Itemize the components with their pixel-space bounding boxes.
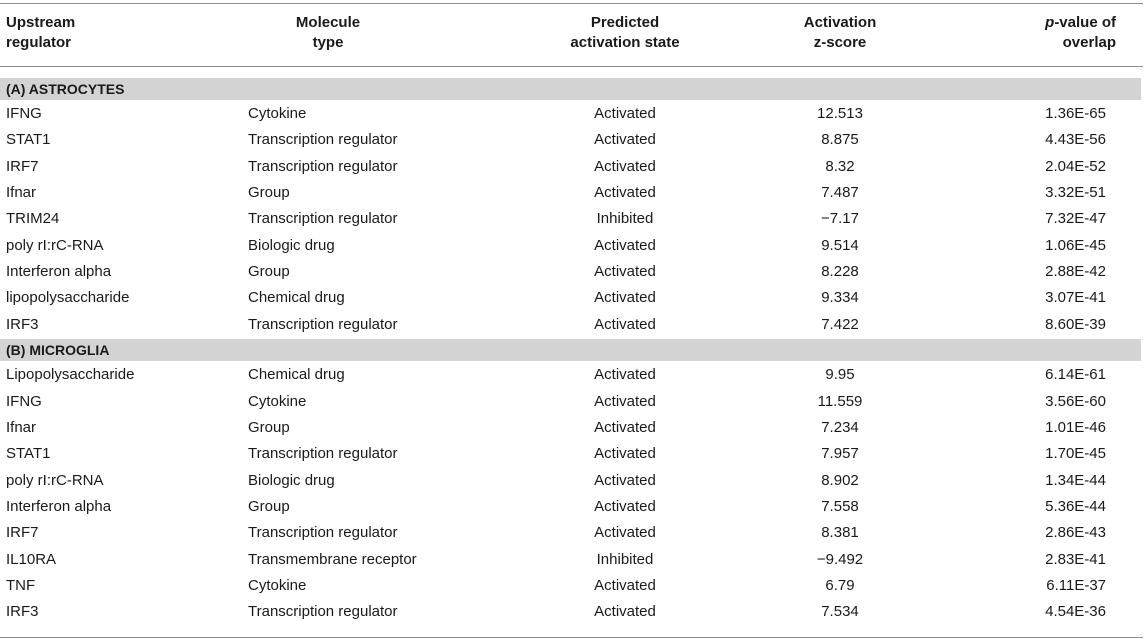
table-row: [0, 494, 1145, 520]
cell-p-value: 4.43E-56: [1045, 131, 1106, 149]
cell-molecule-type: Transcription regulator: [248, 131, 398, 149]
section-header: [0, 339, 1141, 361]
cell-regulator: STAT1: [6, 445, 51, 463]
cell-z-score: 8.32: [825, 157, 855, 175]
cell-activation-state: Activated: [594, 366, 656, 384]
table-row: [0, 520, 1145, 546]
cell-z-score: 7.558: [821, 497, 859, 515]
cell-molecule-type: Transcription regulator: [248, 524, 398, 542]
table-row: [0, 206, 1145, 232]
cell-z-score: 9.334: [821, 289, 859, 307]
table-row: [0, 154, 1145, 180]
table-row: [0, 441, 1145, 467]
cell-regulator: poly rI:rC-RNA: [6, 471, 104, 489]
cell-molecule-type: Transcription regulator: [248, 210, 398, 228]
cell-z-score: 11.559: [817, 392, 863, 410]
cell-regulator: IFNG: [6, 105, 42, 122]
cell-regulator: TNF: [6, 576, 36, 594]
section-label: (A) ASTROCYTES: [6, 81, 125, 97]
cell-p-value: 6.14E-61: [1045, 366, 1106, 384]
header-p-value: p-value of overlap: [1045, 14, 1116, 51]
cell-molecule-type: Chemical drug: [248, 366, 345, 384]
cell-z-score: 9.514: [821, 236, 859, 254]
table-row: [0, 180, 1145, 206]
cell-z-score: 8.875: [821, 131, 859, 149]
cell-p-value: 5.36E-44: [1045, 497, 1106, 515]
cell-p-value: 2.86E-43: [1045, 524, 1106, 542]
cell-activation-state: Activated: [594, 471, 656, 489]
cell-molecule-type: Cytokine: [248, 105, 307, 122]
header-z-score: Activation z-score: [803, 14, 877, 51]
cell-molecule-type: Group: [248, 418, 290, 436]
table-row: [0, 547, 1145, 573]
table-row: [0, 285, 1145, 311]
cell-activation-state: Activated: [594, 524, 656, 542]
header-predicted-state: Predicted activation state: [570, 14, 680, 51]
cell-z-score: 9.95: [825, 366, 855, 384]
table-row: [0, 101, 1145, 127]
cell-regulator: Interferon alpha: [6, 263, 112, 281]
cell-z-score: 7.234: [821, 418, 859, 436]
cell-activation-state: Activated: [594, 497, 656, 515]
cell-activation-state: Activated: [594, 576, 656, 594]
cell-z-score: 7.957: [821, 445, 859, 463]
cell-p-value: 8.60E-39: [1045, 315, 1106, 333]
table-row: [0, 415, 1145, 441]
section-label: (B) MICROGLIA: [6, 342, 110, 359]
cell-p-value: 3.07E-41: [1045, 289, 1106, 307]
cell-molecule-type: Biologic drug: [248, 471, 335, 489]
cell-p-value: 2.04E-52: [1045, 157, 1106, 175]
cell-regulator: Interferon alpha: [6, 497, 112, 515]
cell-molecule-type: Cytokine: [248, 392, 307, 410]
cell-molecule-type: Cytokine: [248, 576, 307, 594]
cell-activation-state: Activated: [594, 263, 656, 281]
cell-molecule-type: Transcription regulator: [248, 603, 398, 621]
cell-p-value: 3.56E-60: [1045, 392, 1106, 410]
cell-activation-state: Activated: [594, 315, 656, 333]
cell-activation-state: Activated: [594, 105, 656, 122]
cell-p-value: 3.32E-51: [1045, 184, 1106, 202]
cell-z-score: −7.17: [821, 210, 859, 228]
cell-activation-state: Activated: [594, 236, 656, 254]
cell-regulator: poly rI:rC-RNA: [6, 236, 104, 254]
cell-z-score: 8.902: [821, 471, 859, 489]
cell-regulator: lipopolysaccharide: [6, 289, 130, 307]
cell-regulator: IFNG: [6, 392, 42, 410]
table-row: [0, 259, 1145, 285]
table-row: [0, 362, 1145, 388]
cell-p-value: 1.70E-45: [1045, 445, 1106, 463]
cell-regulator: TRIM24: [6, 210, 60, 228]
table-row: [0, 573, 1145, 599]
cell-regulator: IRF3: [6, 315, 39, 333]
cell-z-score: 7.487: [821, 184, 859, 202]
cell-molecule-type: Transcription regulator: [248, 445, 398, 463]
cell-molecule-type: Group: [248, 184, 290, 202]
cell-molecule-type: Group: [248, 263, 290, 281]
cell-activation-state: Activated: [594, 131, 656, 149]
cell-molecule-type: Transcription regulator: [248, 315, 398, 333]
cell-p-value: 1.01E-46: [1045, 418, 1106, 436]
cell-regulator: Ifnar: [6, 418, 37, 436]
table-row: [0, 312, 1145, 338]
cell-regulator: IRF7: [6, 524, 39, 542]
cell-activation-state: Inhibited: [596, 550, 654, 568]
cell-activation-state: Inhibited: [596, 210, 654, 228]
cell-z-score: 12.513: [817, 105, 863, 122]
cell-activation-state: Activated: [594, 157, 656, 175]
cell-p-value: 2.88E-42: [1045, 263, 1106, 281]
cell-p-value: 1.36E-65: [1045, 105, 1106, 122]
top-rule: [0, 3, 1143, 4]
cell-p-value: 1.06E-45: [1045, 236, 1106, 254]
cell-regulator: Ifnar: [6, 184, 37, 202]
table-row: [0, 233, 1145, 259]
table-row: [0, 389, 1145, 415]
cell-regulator: IRF7: [6, 157, 39, 175]
cell-regulator: STAT1: [6, 131, 51, 149]
cell-activation-state: Activated: [594, 445, 656, 463]
cell-regulator: IL10RA: [6, 550, 57, 568]
cell-activation-state: Activated: [594, 392, 656, 410]
cell-z-score: 8.381: [821, 524, 859, 542]
cell-molecule-type: Biologic drug: [248, 236, 335, 254]
table-row: [0, 127, 1145, 153]
cell-activation-state: Activated: [594, 418, 656, 436]
cell-z-score: 6.79: [825, 576, 855, 594]
cell-molecule-type: Chemical drug: [248, 289, 345, 307]
header-upstream-regulator: Upstream regulator: [6, 14, 76, 51]
header-molecule-type: Molecule type: [295, 14, 361, 51]
cell-activation-state: Activated: [594, 184, 656, 202]
cell-regulator: Lipopolysaccharide: [6, 366, 135, 384]
cell-activation-state: Activated: [594, 289, 656, 307]
bottom-rule: [0, 637, 1143, 638]
cell-molecule-type: Transcription regulator: [248, 157, 398, 175]
cell-z-score: 8.228: [821, 263, 859, 281]
section-header: [0, 78, 1141, 100]
cell-z-score: 7.534: [821, 603, 859, 621]
cell-p-value: 4.54E-36: [1045, 603, 1106, 621]
cell-z-score: 7.422: [821, 315, 859, 333]
cell-p-value: 7.32E-47: [1045, 210, 1106, 228]
table-row: [0, 599, 1145, 625]
header-rule: [0, 66, 1143, 67]
cell-z-score: −9.492: [816, 550, 864, 568]
cell-molecule-type: Group: [248, 497, 290, 515]
table-row: [0, 468, 1145, 494]
cell-p-value: 1.34E-44: [1045, 471, 1106, 489]
cell-activation-state: Activated: [594, 603, 656, 621]
cell-molecule-type: Transmembrane receptor: [248, 550, 417, 568]
cell-p-value: 6.11E-37: [1046, 576, 1106, 594]
cell-p-value: 2.83E-41: [1045, 550, 1106, 568]
cell-regulator: IRF3: [6, 603, 39, 621]
